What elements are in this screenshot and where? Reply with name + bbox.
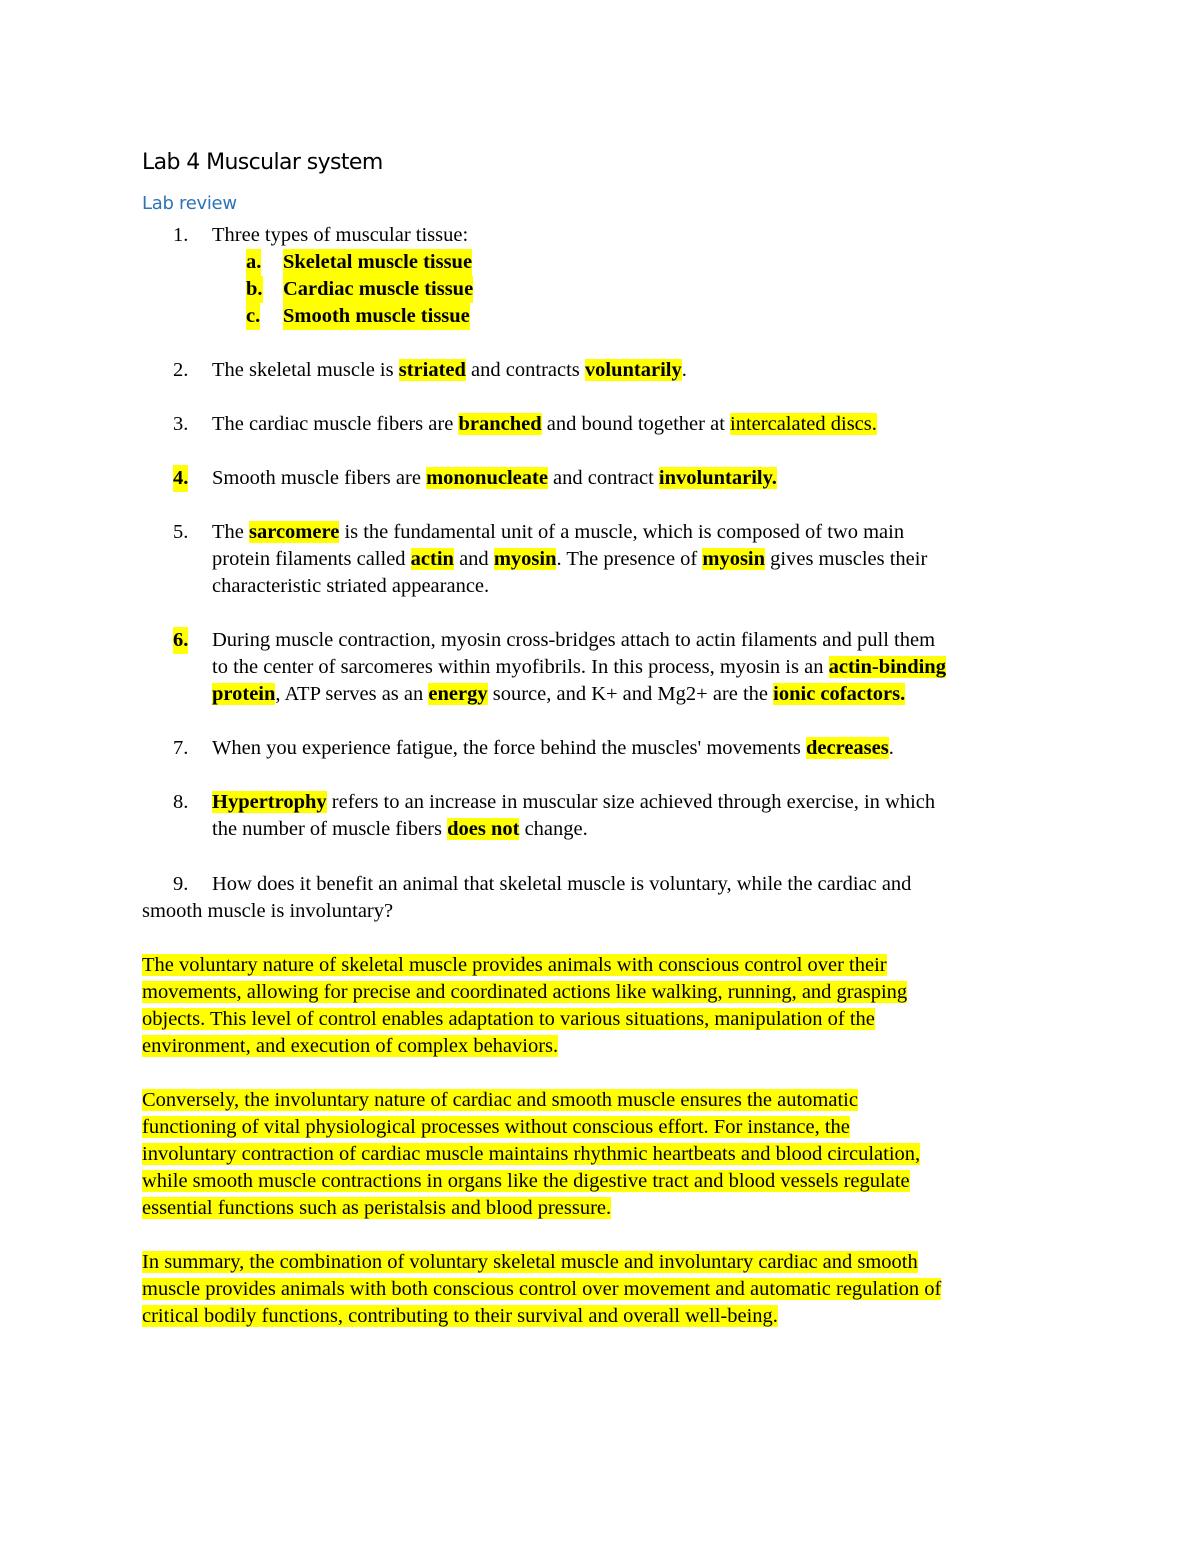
question-text: The sarcomere is the fundamental unit of a muscle, which is composed of two main	[212, 521, 905, 543]
answer-highlight: intercalated discs.	[730, 413, 877, 435]
answer-highlight: actin-binding	[828, 656, 946, 678]
answer-highlight: myosin	[493, 548, 557, 570]
answer-highlight: sarcomere	[249, 521, 340, 543]
answer-highlight: Hypertrophy	[212, 791, 327, 813]
question-text: When you experience fatigue, the force behind the muscles' movements decreases.	[212, 737, 894, 759]
question-text: protein, ATP serves as an energy source, and K+ and Mg2+ are the ionic cofactors.	[212, 683, 906, 705]
answer-highlight: branched	[458, 413, 542, 435]
answer-highlight: myosin	[702, 548, 766, 570]
answer-highlight: involuntarily.	[658, 467, 777, 489]
paragraph-line: while smooth muscle contractions in organs like the digestive tract and blood vessels regulate	[142, 1170, 910, 1193]
paragraph-line: objects. This level of control enables adaptation to various situations, manipulation of the	[142, 1008, 875, 1031]
question-text: to the center of sarcomeres within myofibrils. In this process, myosin is an actin-binding	[212, 656, 946, 678]
question-number: 6.	[173, 627, 188, 654]
question-number: 5.	[173, 521, 189, 543]
answer-highlight: energy	[428, 683, 488, 705]
answer-highlight: Skeletal muscle tissue	[283, 249, 472, 276]
paragraph-line: The voluntary nature of skeletal muscle provides animals with conscious control over their	[142, 954, 887, 976]
question-number: 4.	[173, 465, 188, 492]
answer-highlight: striated	[398, 359, 466, 381]
answer-paragraph-2	[142, 1087, 920, 1222]
question-number: 7.	[173, 737, 189, 759]
paragraph-line: muscle provides animals with both conscious control over movement and automatic regulation of	[142, 1278, 942, 1301]
paragraph-line: In summary, the combination of voluntary skeletal muscle and involuntary cardiac and smooth	[142, 1251, 918, 1273]
question-text: During muscle contraction, myosin cross-bridges attach to actin filaments and pull them	[212, 629, 936, 651]
answer-highlight: decreases	[806, 737, 889, 759]
question-number: 9.	[173, 873, 189, 895]
question-number: 1.	[173, 224, 189, 246]
paragraph-line: essential functions such as peristalsis and blood pressure.	[142, 1197, 612, 1220]
question-text: Hypertrophy refers to an increase in muscular size achieved through exercise, in which	[212, 791, 936, 813]
question-text: the number of muscle fibers does not change.	[212, 818, 588, 840]
question-text: How does it benefit an animal that skeletal muscle is voluntary, while the cardiac and	[212, 873, 912, 895]
answer-paragraph-1	[142, 952, 907, 1060]
question-text: smooth muscle is involuntary?	[142, 900, 394, 922]
answer-highlight: protein	[212, 683, 276, 705]
paragraph-line: functioning of vital physiological processes without conscious effort. For instance, the	[142, 1116, 850, 1139]
answer-highlight: Cardiac muscle tissue	[283, 276, 473, 303]
paragraph-line: Conversely, the involuntary nature of cardiac and smooth muscle ensures the automatic	[142, 1089, 858, 1111]
answer-paragraph-3	[142, 1249, 941, 1330]
answer-highlight: does not	[447, 818, 520, 840]
section-heading: Lab review	[142, 193, 237, 214]
question-text: characteristic striated appearance.	[212, 575, 490, 597]
question-text: Three types of muscular tissue:	[212, 224, 469, 246]
question-text: protein filaments called actin and myosin. The presence of myosin gives muscles their	[212, 548, 928, 570]
question-number: 8.	[173, 791, 189, 813]
question-number: 2.	[173, 359, 189, 381]
paragraph-line: involuntary contraction of cardiac muscle maintains rhythmic heartbeats and blood circulation,	[142, 1143, 921, 1166]
paragraph-line: environment, and execution of complex behaviors.	[142, 1035, 559, 1058]
answer-highlight: ionic cofactors.	[773, 683, 906, 705]
paragraph-line: critical bodily functions, contributing to their survival and overall well-being.	[142, 1305, 778, 1328]
document-title: Lab 4 Muscular system	[142, 150, 383, 175]
paragraph-line: movements, allowing for precise and coordinated actions like walking, running, and grasping	[142, 981, 908, 1004]
answer-highlight: mononucleate	[426, 467, 548, 489]
answer-highlight: voluntarily	[584, 359, 682, 381]
sub-letter: c.	[246, 303, 260, 330]
sub-letter: b.	[246, 276, 263, 303]
question-number: 3.	[173, 413, 189, 435]
sub-letter: a.	[246, 249, 261, 276]
answer-highlight: Smooth muscle tissue	[283, 303, 470, 330]
answer-highlight: actin	[410, 548, 454, 570]
question-text: The skeletal muscle is striated and contracts voluntarily.	[212, 359, 687, 381]
question-text: Smooth muscle fibers are mononucleate and contract involuntarily.	[212, 467, 777, 489]
question-text: The cardiac muscle fibers are branched and bound together at intercalated discs.	[212, 413, 877, 435]
